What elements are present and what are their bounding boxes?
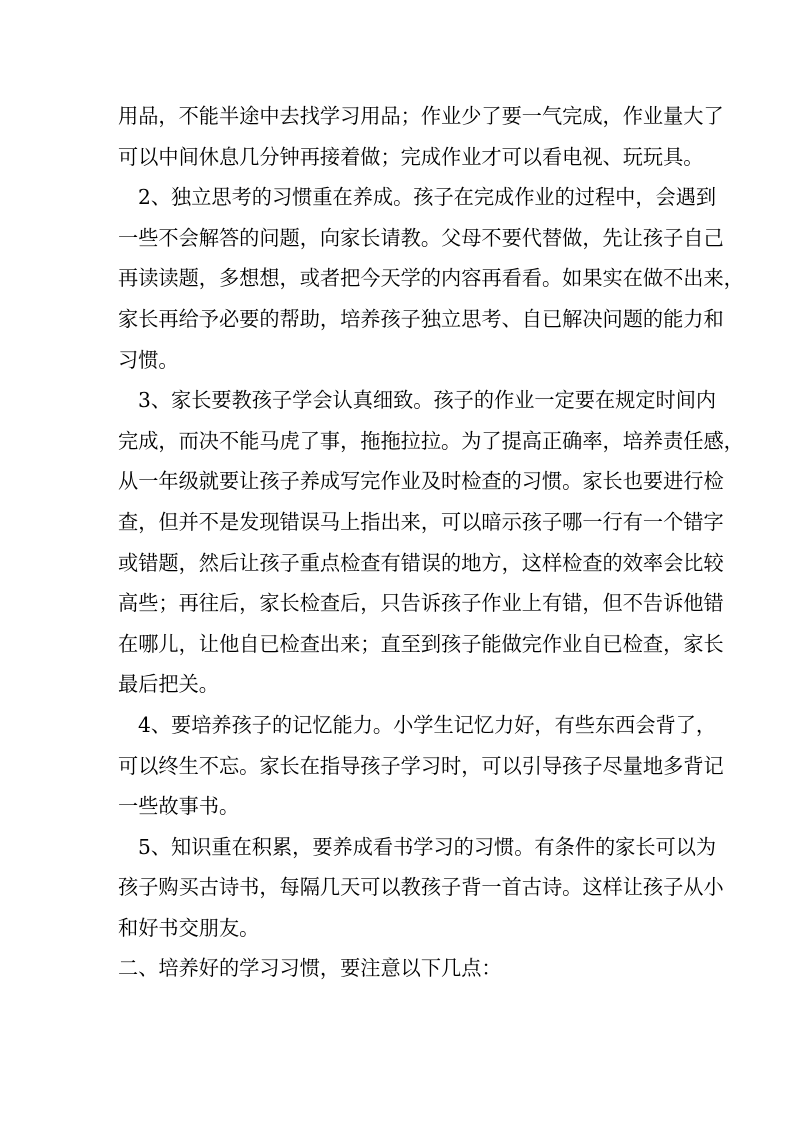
text-line: 高些；再往后，家长检查后，只告诉孩子作业上有错，但不告诉他错 <box>118 591 724 616</box>
text-line: 最后把关。 <box>118 672 219 697</box>
text-line: 2、独立思考的习惯重在养成。孩子在完成作业的过程中，会遇到 <box>138 185 717 210</box>
text-line: 查，但并不是发现错误马上指出来，可以暗示孩子哪一行有一个错字 <box>118 509 724 534</box>
text-line: 二、培养好的学习习惯，要注意以下几点： <box>118 956 502 981</box>
paragraph-continuation <box>118 96 724 177</box>
paragraph-item-4 <box>118 705 724 827</box>
text-line: 一些不会解答的问题，向家长请教。父母不要代替做，先让孩子自己 <box>118 225 724 250</box>
text-line: 一些故事书。 <box>118 794 240 819</box>
text-line: 在哪儿，让他自已检查出来；直至到孩子能做完作业自已检查，家长 <box>118 631 724 656</box>
text-line: 可以终生不忘。家长在指导孩子学习时，可以引导孩子尽量地多背记 <box>118 753 724 778</box>
text-line: 孩子购买古诗书，每隔几天可以教孩子背一首古诗。这样让孩子从小 <box>118 875 724 900</box>
section-heading <box>118 948 678 989</box>
text-line: 和好书交朋友。 <box>118 915 260 940</box>
document-body <box>118 96 744 989</box>
text-line: 再读读题，多想想，或者把今天学的内容再看看。如果实在做不出来， <box>118 266 744 291</box>
text-line: 5、知识重在积累，要养成看书学习的习惯。有条件的家长可以为 <box>138 834 717 859</box>
paragraph-item-5 <box>118 827 724 949</box>
text-line: 用品，不能半途中去找学习用品；作业少了要一气完成，作业量大了 <box>118 104 724 128</box>
text-line: 家长再给予必要的帮助，培养孩子独立思考、自已解决问题的能力和 <box>118 306 724 331</box>
text-line: 可以中间休息几分钟再接着做；完成作业才可以看电视、玩玩具。 <box>118 144 704 169</box>
text-line: 从一年级就要让孩子养成写完作业及时检查的习惯。家长也要进行检 <box>118 469 724 494</box>
text-line: 习惯。 <box>118 347 179 372</box>
paragraph-item-3 <box>118 380 744 705</box>
text-line: 3、家长要教孩子学会认真细致。孩子的作业一定要在规定时间内 <box>138 388 717 413</box>
text-line: 4、要培养孩子的记忆能力。小学生记忆力好，有些东西会背了， <box>138 712 717 737</box>
text-line: 完成，而决不能马虎了事，拖拖拉拉。为了提高正确率，培养责任感， <box>118 428 744 453</box>
text-line: 或错题，然后让孩子重点检查有错误的地方，这样检查的效率会比较 <box>118 550 724 575</box>
paragraph-item-2 <box>118 177 744 380</box>
